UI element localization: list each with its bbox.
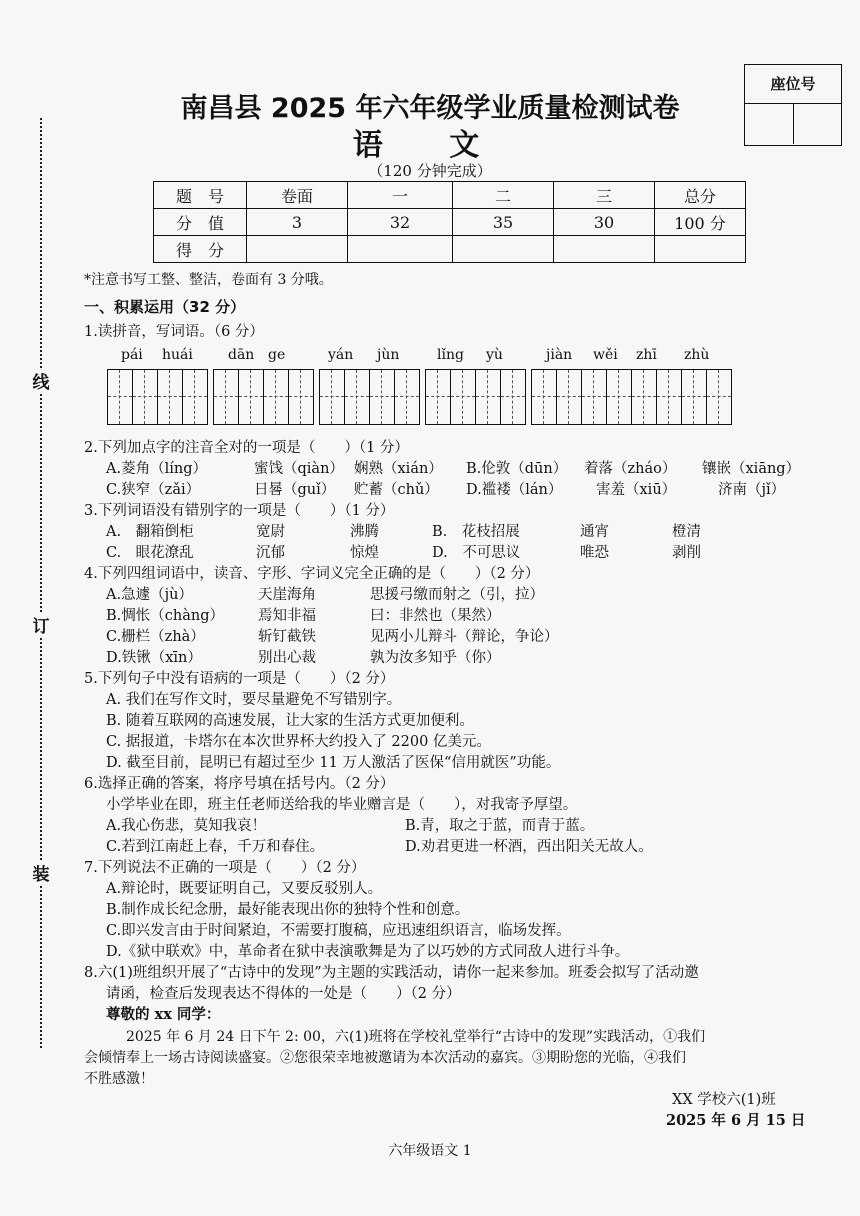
- score-entry-cell[interactable]: [348, 236, 453, 263]
- option-item: 斩钉截铁: [258, 629, 316, 645]
- pinyin-label: pái: [121, 347, 143, 363]
- table-row: [154, 209, 746, 236]
- question-8-stem-cont: 请函，检查后发现表达不得体的一处是（ ）（2 分）: [106, 986, 461, 1002]
- table-cell: 35: [453, 209, 554, 236]
- pinyin-label: yù: [486, 347, 503, 363]
- pinyin-label: jiàn: [546, 347, 573, 363]
- table-cell: 题 号: [154, 182, 247, 209]
- table-cell: 二: [453, 182, 554, 209]
- pinyin-label: huái: [162, 347, 193, 363]
- option-item: A.菱角（líng）: [106, 461, 207, 477]
- option-item: 橙清: [672, 524, 701, 540]
- table-cell: 得 分: [154, 236, 247, 263]
- table-cell: 32: [348, 209, 453, 236]
- score-table: [153, 181, 746, 263]
- score-entry-cell[interactable]: [655, 236, 746, 263]
- option-item: 别出心裁: [258, 650, 316, 666]
- table-cell: 三: [554, 182, 655, 209]
- option-item: C.栅栏（zhà）: [106, 629, 205, 645]
- writing-grid[interactable]: [531, 369, 732, 425]
- option-item: 着落（zháo）: [584, 461, 677, 477]
- pinyin-label: ge: [268, 347, 286, 363]
- option-item: B.制作成长纪念册，最好能表现出你的独特个性和创意。: [106, 902, 470, 918]
- question-3-stem: 3.下列词语没有错别字的一项是（ ）（1 分）: [84, 503, 395, 519]
- question-4-stem: 4.下列四组词语中，读音、字形、字词义完全正确的是（ ）（2 分）: [84, 566, 540, 582]
- question-6-sentence: 小学毕业在即，班主任老师送给我的毕业赠言是（ ），对我寄予厚望。: [106, 797, 578, 813]
- section-heading: 一、积累运用（32 分）: [84, 298, 246, 316]
- table-cell: 3: [247, 209, 348, 236]
- option-item: 宽尉: [256, 524, 285, 540]
- option-item: A.我心伤悲，莫知我哀！: [106, 818, 267, 834]
- table-cell: 卷面: [247, 182, 348, 209]
- pinyin-label: zhī: [636, 347, 657, 363]
- letter-signature: XX 学校六(1)班: [672, 1092, 776, 1108]
- exam-subject: 语 文: [352, 128, 508, 163]
- binding-char-ding: 订: [30, 612, 52, 637]
- letter-greeting: 尊敬的 xx 同学：: [106, 1006, 221, 1023]
- option-item: 惊煌: [350, 545, 379, 561]
- option-item: 贮蓄（chǔ）: [354, 482, 439, 498]
- pinyin-label: lǐng: [437, 347, 464, 363]
- option-item: 镶嵌（xiāng）: [702, 461, 801, 477]
- table-cell: 分 值: [154, 209, 247, 236]
- binding-line: [32, 118, 50, 1048]
- seat-number-label: 座位号: [745, 65, 841, 104]
- binding-char-xian: 线: [30, 368, 52, 393]
- option-item: D.褴褛（lán）: [466, 482, 563, 498]
- option-item: B.惆怅（chàng）: [106, 608, 224, 624]
- option-item: 剥削: [672, 545, 701, 561]
- option-item: A. 我们在写作文时，要尽量避免不写错别字。: [106, 692, 402, 708]
- question-8-stem: 8.六(1)班组织开展了“古诗中的发现”为主题的实践活动，请你一起来参加。班委会拟写了活动邀: [84, 965, 699, 981]
- question-7-stem: 7.下列说法不正确的一项是（ ）（2 分）: [84, 860, 366, 876]
- letter-date: 2025 年 6 月 15 日: [666, 1112, 806, 1129]
- question-6-stem: 6.选择正确的答案，将序号填在括号内。（2 分）: [84, 776, 395, 792]
- page-footer: 六年级语文 1: [388, 1143, 472, 1159]
- option-item: 孰为汝多知乎（你）: [370, 650, 501, 666]
- option-item: 唯恐: [580, 545, 609, 561]
- option-item: B.伦敦（dūn）: [466, 461, 568, 477]
- option-item: 济南（jǐ）: [718, 482, 786, 498]
- option-item: 天崖海角: [258, 587, 316, 603]
- note-text: *注意书写工整、整洁，卷面有 3 分哦。: [84, 272, 333, 288]
- option-item: 通宵: [580, 524, 609, 540]
- writing-grid[interactable]: [319, 369, 420, 425]
- option-item: 害羞（xiū）: [596, 482, 677, 498]
- table-cell: 总分: [655, 182, 746, 209]
- option-item: C.即兴发言由于时间紧迫，不需要打腹稿，应迅速组织语言，临场发挥。: [106, 923, 571, 939]
- option-item: C.若到江南赶上春，千万和春住。: [106, 839, 325, 855]
- score-entry-cell[interactable]: [453, 236, 554, 263]
- option-item: D.《狱中联欢》中，革命者在狱中表演歌舞是为了以巧妙的方式同敌人进行斗争。: [106, 944, 630, 960]
- pinyin-label: zhù: [684, 347, 710, 363]
- option-item: 蜜饯（qiàn）: [254, 461, 344, 477]
- option-item: C.狭窄（zǎi）: [106, 482, 201, 498]
- option-item: A.辩论时，既要证明自己，又要反驳别人。: [106, 881, 383, 897]
- letter-body: 2025 年 6 月 24 日下午 2: 00，六(1)班将在学校礼堂举行“古诗中的发现”实践活动，①我们: [126, 1029, 706, 1045]
- option-item: 曰：非然也（果然）: [370, 608, 501, 624]
- question-1-stem: 1.读拼音，写词语。（6 分）: [84, 324, 264, 340]
- option-item: B. 随着互联网的高速发展，让大家的生活方式更加便利。: [106, 713, 474, 729]
- option-item: 沸腾: [350, 524, 379, 540]
- exam-title: 南昌县 2025 年六年级学业质量检测试卷: [180, 93, 680, 124]
- pinyin-label: wěi: [593, 347, 618, 363]
- option-item: 见两小儿辩斗（辩论，争论）: [370, 629, 559, 645]
- letter-body: 会倾情奉上一场古诗阅读盛宴。②您很荣幸地被邀请为本次活动的嘉宾。③期盼您的光临，④我们: [84, 1050, 686, 1066]
- option-item: 日晷（guǐ）: [254, 482, 336, 498]
- option-item: A.急遽（jù）: [106, 587, 193, 603]
- table-cell: 30: [554, 209, 655, 236]
- option-item: D.劝君更进一杯酒，西出阳关无故人。: [405, 839, 653, 855]
- pinyin-label: yán: [328, 347, 354, 363]
- table-cell: 一: [348, 182, 453, 209]
- option-item: A. 翻箱倒柜: [106, 524, 194, 540]
- option-item: 焉知非福: [258, 608, 316, 624]
- letter-body: 不胜感激！: [84, 1071, 154, 1087]
- pinyin-label: dān: [228, 347, 255, 363]
- writing-grid[interactable]: [425, 369, 526, 425]
- pinyin-label: jùn: [377, 347, 400, 363]
- option-item: D. 截至目前，昆明已有超过至少 11 万人激活了医保“信用就医”功能。: [106, 755, 561, 771]
- option-item: 思援弓缴而射之（引，拉）: [370, 587, 544, 603]
- option-item: 娴熟（xián）: [354, 461, 443, 477]
- exam-duration: （120 分钟完成）: [368, 162, 492, 180]
- option-item: C. 据报道，卡塔尔在本次世界杯大约投入了 2200 亿美元。: [106, 734, 491, 750]
- question-2-stem: 2.下列加点字的注音全对的一项是（ ）（1 分）: [84, 440, 409, 456]
- score-entry-cell[interactable]: [247, 236, 348, 263]
- option-item: D.铁锹（xīn）: [106, 650, 202, 666]
- option-item: D. 不可思议: [432, 545, 521, 561]
- table-cell: 100 分: [655, 209, 746, 236]
- option-item: 沉郁: [256, 545, 285, 561]
- score-entry-cell[interactable]: [554, 236, 655, 263]
- table-row: [154, 236, 746, 263]
- question-5-stem: 5.下列句子中没有语病的一项是（ ）（2 分）: [84, 671, 395, 687]
- binding-char-zhuang: 装: [30, 860, 52, 885]
- option-item: C. 眼花潦乱: [106, 545, 194, 561]
- writing-grid[interactable]: [107, 369, 208, 425]
- option-item: B.青，取之于蓝，而青于蓝。: [405, 818, 595, 834]
- option-item: B. 花枝招展: [432, 524, 520, 540]
- writing-grid[interactable]: [213, 369, 314, 425]
- table-row: [154, 182, 746, 209]
